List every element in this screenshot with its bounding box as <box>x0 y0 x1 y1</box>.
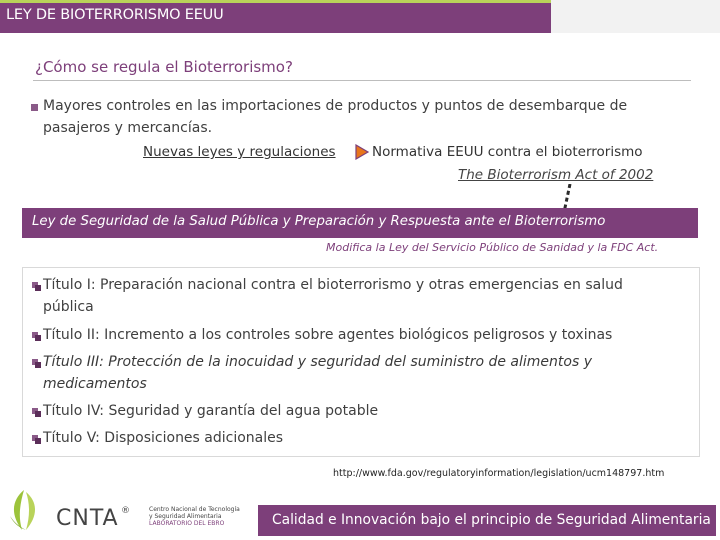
square-bullet-icon <box>32 408 41 417</box>
registered-mark: ® <box>121 506 130 516</box>
page-title: LEY DE BIOTERRORISMO EEUU <box>6 7 224 23</box>
arrow-right-icon <box>354 144 370 160</box>
title-item-1-line2: pública <box>43 299 94 315</box>
footer-banner-text: Calidad e Innovación bajo el principio de Seguridad Alimentaria <box>272 512 711 528</box>
square-bullet-icon <box>32 435 41 444</box>
square-bullet-icon <box>32 332 41 341</box>
title-item-3-line1: Título III: Protección de la inocuidad y seguridad del suministro de alimentos y <box>43 354 592 370</box>
intro-text-line1: Mayores controles en las importaciones de productos y puntos de desembarque de <box>43 98 628 114</box>
source-link[interactable]: http://www.fda.gov/regulatoryinformation/legislation/ucm148797.htm <box>333 468 665 479</box>
act-name: The Bioterrorism Act of 2002 <box>458 167 654 183</box>
center-name-line3: LABORATORIO DEL EBRO <box>149 519 225 527</box>
center-name <box>149 507 249 528</box>
cnta-leaf-logo <box>4 486 44 534</box>
title-item-4: Título IV: Seguridad y garantía del agua potable <box>43 403 379 419</box>
titles-list-box <box>22 267 700 457</box>
square-bullet-icon <box>32 359 41 368</box>
square-bullet-icon <box>32 282 41 291</box>
cnta-logo-text: CNTA <box>56 506 119 531</box>
center-name-line1: Centro Nacional de Tecnología <box>149 506 240 513</box>
law-modifies-note: Modifica la Ley del Servicio Público de Sanidad y la FDC Act. <box>326 241 659 254</box>
title-item-1-line1: Título I: Preparación nacional contra el bioterrorismo y otras emergencias en salud <box>43 277 623 293</box>
square-bullet-icon <box>31 104 38 111</box>
divider <box>33 80 691 81</box>
intro-text-line2: pasajeros y mercancías. <box>43 120 213 136</box>
title-item-3-line2: medicamentos <box>43 376 147 392</box>
title-item-5: Título V: Disposiciones adicionales <box>43 430 284 446</box>
title-bar-right-panel <box>551 0 720 33</box>
law-title: Ley de Seguridad de la Salud Pública y Preparación y Respuesta ante el Bioterrorismo <box>32 214 606 229</box>
title-item-2: Título II: Incremento a los controles sobre agentes biológicos peligrosos y toxinas <box>43 327 613 343</box>
new-laws-label: Nuevas leyes y regulaciones <box>143 144 336 160</box>
section-question: ¿Cómo se regula el Bioterrorismo? <box>35 58 293 76</box>
title-bar-accent-strip <box>0 0 551 3</box>
center-name-line2: y Seguridad Alimentaria <box>149 512 222 520</box>
normativa-label: Normativa EEUU contra el bioterrorismo <box>372 144 643 160</box>
